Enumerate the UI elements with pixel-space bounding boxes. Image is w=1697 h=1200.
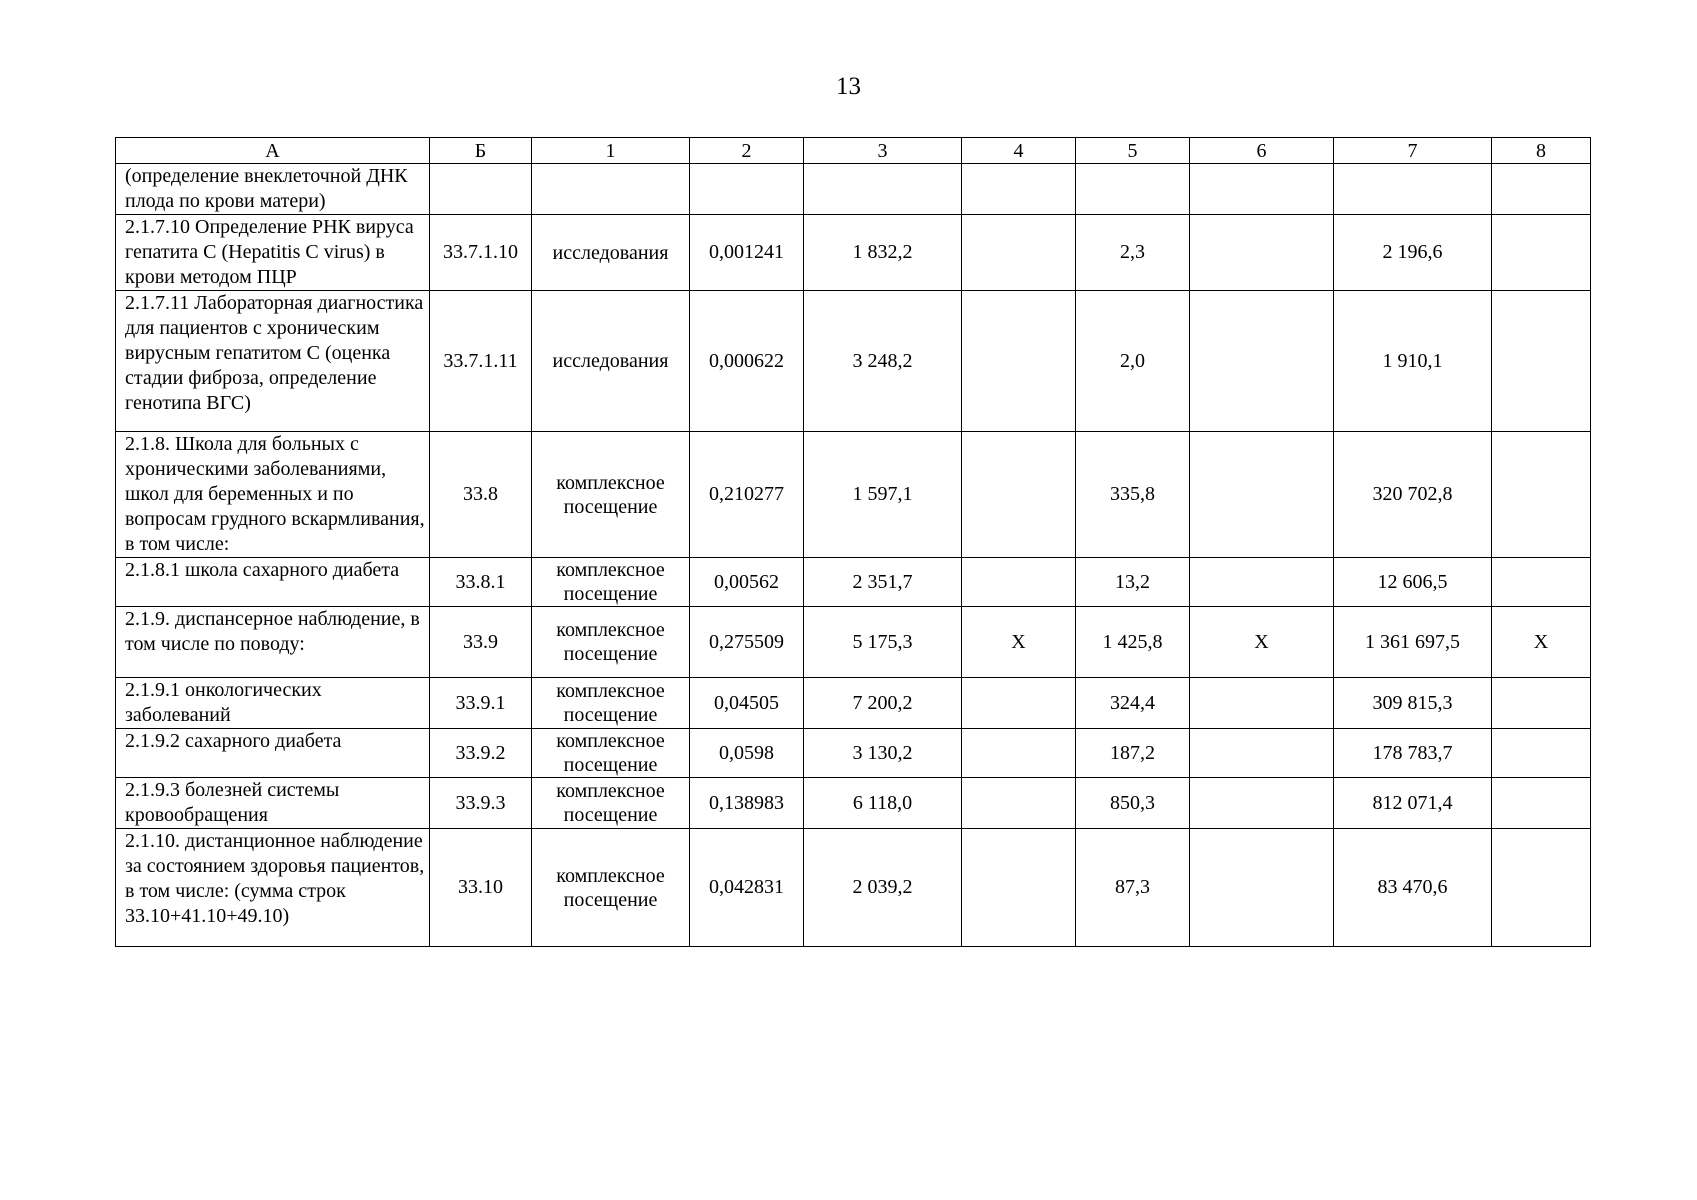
cell-col-4: [962, 164, 1076, 215]
header-cell-b: Б: [430, 138, 532, 164]
table-header: [116, 138, 1591, 164]
header-cell-2: 2: [690, 138, 804, 164]
cell-col-7: [1334, 164, 1492, 215]
cell-col-5: 2,0: [1076, 291, 1190, 432]
cell-col-3: [804, 164, 962, 215]
cell-col-7: 83 470,6: [1334, 829, 1492, 947]
table-row: [116, 215, 1591, 291]
table-row: [116, 291, 1591, 432]
cell-col-4: [962, 291, 1076, 432]
cell-col-6: [1190, 291, 1334, 432]
cell-col-7: 812 071,4: [1334, 778, 1492, 829]
cell-col-5: 335,8: [1076, 432, 1190, 558]
table-row: [116, 432, 1591, 558]
header-cell-3: 3: [804, 138, 962, 164]
cell-col-3: 7 200,2: [804, 678, 962, 729]
cell-col-1: комплексное посещение: [532, 729, 690, 778]
cell-col-8: [1492, 678, 1591, 729]
table-row: [116, 778, 1591, 829]
cell-col-5: 324,4: [1076, 678, 1190, 729]
table-row: [116, 829, 1591, 947]
cell-col-a: 2.1.9.2 сахарного диабета: [116, 729, 430, 778]
cell-col-6: [1190, 432, 1334, 558]
cell-col-7: 1 910,1: [1334, 291, 1492, 432]
cell-col-4: [962, 829, 1076, 947]
cell-col-8: [1492, 432, 1591, 558]
cell-col-1: комплексное посещение: [532, 778, 690, 829]
cell-col-3: 1 597,1: [804, 432, 962, 558]
cell-col-7: 1 361 697,5: [1334, 607, 1492, 678]
cell-col-5: 1 425,8: [1076, 607, 1190, 678]
cell-col-5: 850,3: [1076, 778, 1190, 829]
cell-col-1: комплексное посещение: [532, 607, 690, 678]
cell-col-4: [962, 729, 1076, 778]
cell-col-6: [1190, 558, 1334, 607]
cell-col-2: 0,001241: [690, 215, 804, 291]
table-row: [116, 607, 1591, 678]
cell-col-8: [1492, 558, 1591, 607]
cell-col-3: 3 130,2: [804, 729, 962, 778]
cell-col-6: [1190, 778, 1334, 829]
cell-col-8: [1492, 291, 1591, 432]
cell-col-7: 2 196,6: [1334, 215, 1492, 291]
cell-col-3: 2 039,2: [804, 829, 962, 947]
cell-col-2: 0,00562: [690, 558, 804, 607]
cell-col-8: [1492, 778, 1591, 829]
cell-col-3: 3 248,2: [804, 291, 962, 432]
cell-col-a: 2.1.7.10 Определение РНК вируса гепатита С (Hepatitis C virus) в крови методом ПЦР: [116, 215, 430, 291]
cell-col-5: [1076, 164, 1190, 215]
cell-col-1: комплексное посещение: [532, 558, 690, 607]
cell-col-b: 33.9.3: [430, 778, 532, 829]
cell-col-1: комплексное посещение: [532, 432, 690, 558]
cell-col-a: 2.1.10. дистанционное наблюдение за состоянием здоровья пациентов, в том числе: (сумма строк 33.10+41.10+49.10): [116, 829, 430, 947]
cell-col-3: 2 351,7: [804, 558, 962, 607]
table-row: [116, 729, 1591, 778]
table-row: [116, 164, 1591, 215]
cell-col-4: [962, 432, 1076, 558]
cell-col-4: Х: [962, 607, 1076, 678]
cell-col-4: [962, 778, 1076, 829]
cell-col-2: 0,042831: [690, 829, 804, 947]
cell-col-6: Х: [1190, 607, 1334, 678]
cell-col-8: [1492, 729, 1591, 778]
cell-col-b: [430, 164, 532, 215]
cell-col-7: 12 606,5: [1334, 558, 1492, 607]
header-cell-a: А: [116, 138, 430, 164]
data-table: [115, 137, 1591, 947]
cell-col-1: комплексное посещение: [532, 678, 690, 729]
cell-col-2: 0,210277: [690, 432, 804, 558]
cell-col-b: 33.8.1: [430, 558, 532, 607]
cell-col-5: 187,2: [1076, 729, 1190, 778]
cell-col-8: [1492, 164, 1591, 215]
header-cell-6: 6: [1190, 138, 1334, 164]
cell-col-a: 2.1.9.3 болезней системы кровообращения: [116, 778, 430, 829]
cell-col-6: [1190, 729, 1334, 778]
cell-col-6: [1190, 829, 1334, 947]
cell-col-7: 178 783,7: [1334, 729, 1492, 778]
cell-col-a: (определение внеклеточной ДНК плода по крови матери): [116, 164, 430, 215]
cell-col-1: [532, 164, 690, 215]
cell-col-3: 1 832,2: [804, 215, 962, 291]
cell-col-b: 33.9.1: [430, 678, 532, 729]
cell-col-8: [1492, 215, 1591, 291]
cell-col-6: [1190, 215, 1334, 291]
cell-col-6: [1190, 678, 1334, 729]
header-cell-5: 5: [1076, 138, 1190, 164]
cell-col-b: 33.7.1.10: [430, 215, 532, 291]
cell-col-1: комплексное посещение: [532, 829, 690, 947]
cell-col-6: [1190, 164, 1334, 215]
header-row: [116, 138, 1591, 164]
cell-col-2: 0,275509: [690, 607, 804, 678]
cell-col-5: 87,3: [1076, 829, 1190, 947]
cell-col-3: 5 175,3: [804, 607, 962, 678]
cell-col-7: 320 702,8: [1334, 432, 1492, 558]
cell-col-7: 309 815,3: [1334, 678, 1492, 729]
cell-col-2: 0,138983: [690, 778, 804, 829]
cell-col-5: 2,3: [1076, 215, 1190, 291]
cell-col-a: 2.1.8. Школа для больных с хроническими заболеваниями, школ для беременных и по вопросам грудного вскармливания, в том числе:: [116, 432, 430, 558]
table-row: [116, 678, 1591, 729]
cell-col-b: 33.9.2: [430, 729, 532, 778]
cell-col-a: 2.1.9. диспансерное наблюдение, в том числе по поводу:: [116, 607, 430, 678]
table-body: [116, 164, 1591, 947]
cell-col-2: 0,04505: [690, 678, 804, 729]
cell-col-3: 6 118,0: [804, 778, 962, 829]
cell-col-8: Х: [1492, 607, 1591, 678]
cell-col-5: 13,2: [1076, 558, 1190, 607]
cell-col-1: исследования: [532, 215, 690, 291]
cell-col-2: 0,0598: [690, 729, 804, 778]
header-cell-7: 7: [1334, 138, 1492, 164]
cell-col-1: исследования: [532, 291, 690, 432]
header-cell-8: 8: [1492, 138, 1591, 164]
cell-col-2: 0,000622: [690, 291, 804, 432]
cell-col-4: [962, 215, 1076, 291]
cell-col-b: 33.8: [430, 432, 532, 558]
cell-col-b: 33.10: [430, 829, 532, 947]
page-number: 13: [836, 73, 861, 100]
cell-col-b: 33.7.1.11: [430, 291, 532, 432]
header-cell-4: 4: [962, 138, 1076, 164]
cell-col-8: [1492, 829, 1591, 947]
cell-col-a: 2.1.9.1 онкологических заболеваний: [116, 678, 430, 729]
cell-col-b: 33.9: [430, 607, 532, 678]
cell-col-a: 2.1.7.11 Лабораторная диагностика для пациентов с хроническим вирусным гепатитом С (оценка стадии фиброза, определение генотипа ВГС): [116, 291, 430, 432]
table-row: [116, 558, 1591, 607]
cell-col-4: [962, 558, 1076, 607]
cell-col-4: [962, 678, 1076, 729]
cell-col-2: [690, 164, 804, 215]
header-cell-1: 1: [532, 138, 690, 164]
cell-col-a: 2.1.8.1 школа сахарного диабета: [116, 558, 430, 607]
